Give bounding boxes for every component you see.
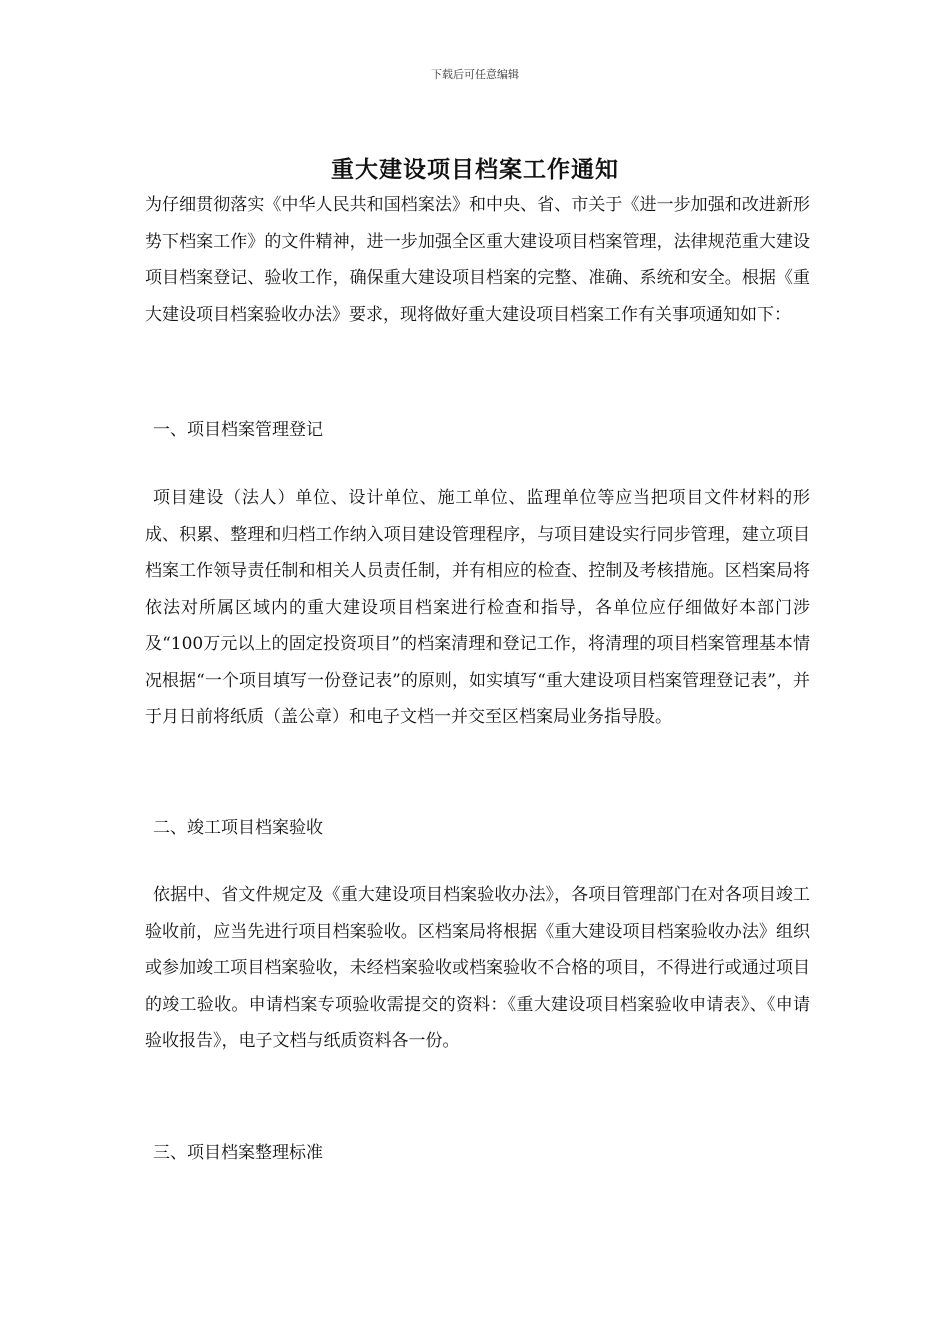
- header-note: 下载后可任意编辑: [431, 68, 519, 81]
- document-title: 重大建设项目档案工作通知: [331, 156, 619, 183]
- section-heading-standards: 三、项目档案整理标准: [153, 1143, 323, 1163]
- section-body-acceptance: 依据中、省文件规定及《重大建设项目档案验收办法》，各项目管理部门在对各项目竣工验收前，应当先进行项目档案验收。区档案局将根据《重大建设项目档案验收办法》组织或参加竣工项目档案验收，未经档案验收或档案验收不合格的项目，不得进行或通过项目的竣工验收。申请档案专项验收需提交的资料：《重大建设项目档案验收申请表》、《申请验收报告》，电子文档与纸质资料各一份。: [145, 885, 810, 1051]
- section-body-registration: 项目建设（法人）单位、设计单位、施工单位、监理单位等应当把项目文件材料的形成、积累、整理和归档工作纳入项目建设管理程序，与项目建设实行同步管理，建立项目档案工作领导责任制和相关人员责任制，并有相应的检查、控制及考核措施。区档案局将依法对所属区域内的重大建设项目档案进行检查和指导，各单位应仔细做好本部门涉及“100万元以上的固定投资项目”的档案清理和登记工作，将清理的项目档案管理基本情况根据“一个项目填写一份登记表”的原则，如实填写“重大建设项目档案管理登记表”，并于月日前将纸质（盖公章）和电子文档一并交至区档案局业务指导股。: [145, 488, 810, 727]
- section-heading-registration: 一、项目档案管理登记: [153, 420, 323, 440]
- section-heading-acceptance: 二、竣工项目档案验收: [153, 818, 323, 838]
- intro-paragraph: 为仔细贯彻落实《中华人民共和国档案法》和中央、省、市关于《进一步加强和改进新形势下档案工作》的文件精神，进一步加强全区重大建设项目档案管理，法律规范重大建设项目档案登记、验收工作，确保重大建设项目档案的完整、准确、系统和安全。根据《重大建设项目档案验收办法》要求，现将做好重大建设项目档案工作有关事项通知如下：: [145, 195, 810, 325]
